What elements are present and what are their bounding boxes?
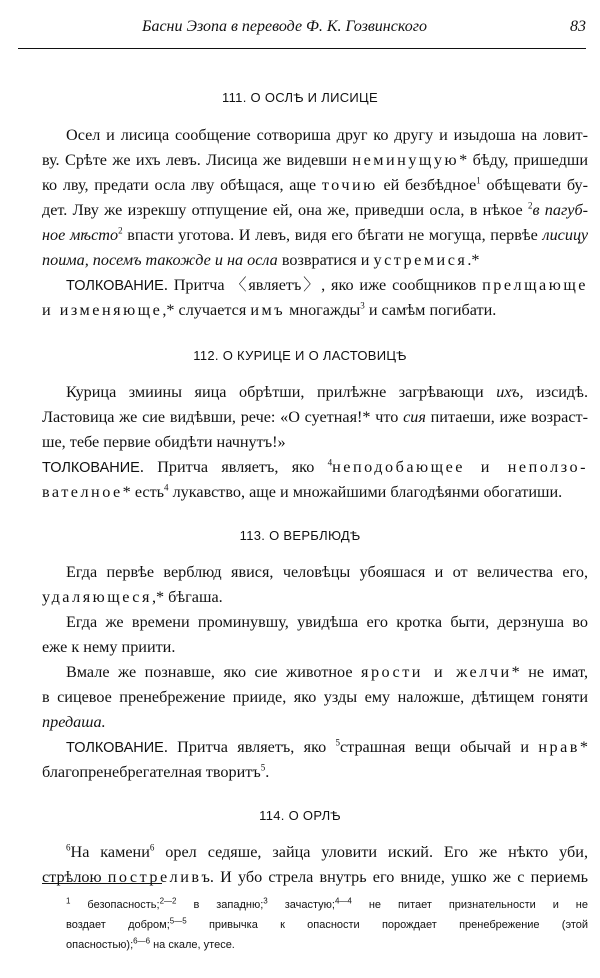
header-rule <box>18 48 586 49</box>
footnote-rule <box>42 883 162 884</box>
running-header <box>18 12 586 42</box>
fable-111-moral: и изменяюще,* случается имъ многажды$^3$ и самѣм погибати. <box>42 300 497 319</box>
fable-114-line: стрѣлою постреливъ. И убо стрела внутрь его вниде, ушко же с периемь <box>42 868 588 886</box>
footnote-line: $^1$ безопасность;$^{2—2}$ в западню;$^3$ зачастую;$^{4—4}$ не питает признательности и не <box>66 896 588 911</box>
fable-113-line: удаляющеся,* бѣгаша. <box>42 588 223 606</box>
fable-111-line: Осел и лисица сообщение сотвориша друг ко другу и изыдоша на ловит- <box>66 126 588 144</box>
fable-111-line: ко лву, предати осла лву обѣщася, аще точию ей безбѣдное$^1$ обѣщевати бу- <box>42 175 588 194</box>
fable-113-line: Егда первѣе верблюд явися, человѣцы убояшася и от величества его, <box>66 563 588 581</box>
fable-113-line: Егда же времени проминувшу, увидѣша его кротка быти, дерзнуша во <box>66 613 588 631</box>
fable-114-line: $^6$На камени$^6$ орел седяше, зайца уловити иский. Его же нѣкто уби, <box>66 842 588 861</box>
fable-113-line: в сицевое пренебрежение прииде, яко узды ему наложше, дѣтищем гоняти <box>42 688 588 706</box>
footnote-line: опасностью);$^{6—6}$ на скале, утесе. <box>66 936 235 951</box>
fable-113-title: 113. О ВЕРБЛЮДѢ <box>239 528 361 543</box>
fable-112-title: 112. О КУРИЦЕ И О ЛАСТОВИЦѢ <box>193 348 407 363</box>
fable-111-line: ву. Срѣте же ихъ левъ. Лисица же видевши неминущую* бѣду, пришедши <box>42 151 589 169</box>
fable-111-moral: ТОЛКОВАНИЕ. Притча 〈являетъ〉, яко иже сообщников прелщающе <box>66 276 588 294</box>
fable-112-line: Ластовица же сие видѣвши, рече: «О суетная!* что сия питаеши, иже возраст- <box>42 408 588 426</box>
fable-113-moral: ТОЛКОВАНИЕ. Притча являетъ, яко $^5$страшная вещи обычай и нрав* <box>66 737 588 756</box>
fable-112-line: ше, тебе первие обидѣти начнутъ!» <box>42 433 286 451</box>
fable-113-line: предаша. <box>42 713 106 731</box>
fable-111-line: поима, посемъ такожде и на осла возвратися и устремися.* <box>42 251 480 269</box>
fable-111-title: 111. О ОСЛѢ И ЛИСИЦЕ <box>222 90 378 105</box>
fable-112-moral: вателное* есть$^4$ лукавство, аще и множайшими благодѣянми обогатиши. <box>42 482 563 501</box>
fable-111-line: ное мѣсто$^2$ впасти уготова. И левъ, видя его бѣгати не могуща, первѣе лисицу <box>42 225 589 244</box>
fable-112-line: Курица змиины яица обрѣтши, прилѣжне загрѣвающи ихъ, изсидѣ. <box>66 383 588 401</box>
fable-113-line: Вмале же познавше, яко сие животное ярости и желчи* не имат, <box>66 663 588 681</box>
fable-114-title: 114. О ОРЛѢ <box>259 808 341 823</box>
footnote-line: воздает добром;$^{5—5}$ привычка к опасности порождает пренебрежение (этой <box>66 916 589 931</box>
fable-113-moral: благопренебрегателная творитъ$^5$. <box>42 762 270 781</box>
fable-112-moral: ТОЛКОВАНИЕ. Притча являетъ, яко $^4$неподобающее и неползо- <box>42 457 588 476</box>
fable-111-line: дет. Лву же изрекшу отпущение ей, она же, приведши осла, в нѣкое $^2$в пагуб- <box>42 200 588 219</box>
page-number: 83 <box>570 18 586 35</box>
fable-113-line: еже к нему приити. <box>42 638 176 656</box>
header-title: Басни Эзопа в переводе Ф. К. Гозвинского <box>142 18 427 35</box>
